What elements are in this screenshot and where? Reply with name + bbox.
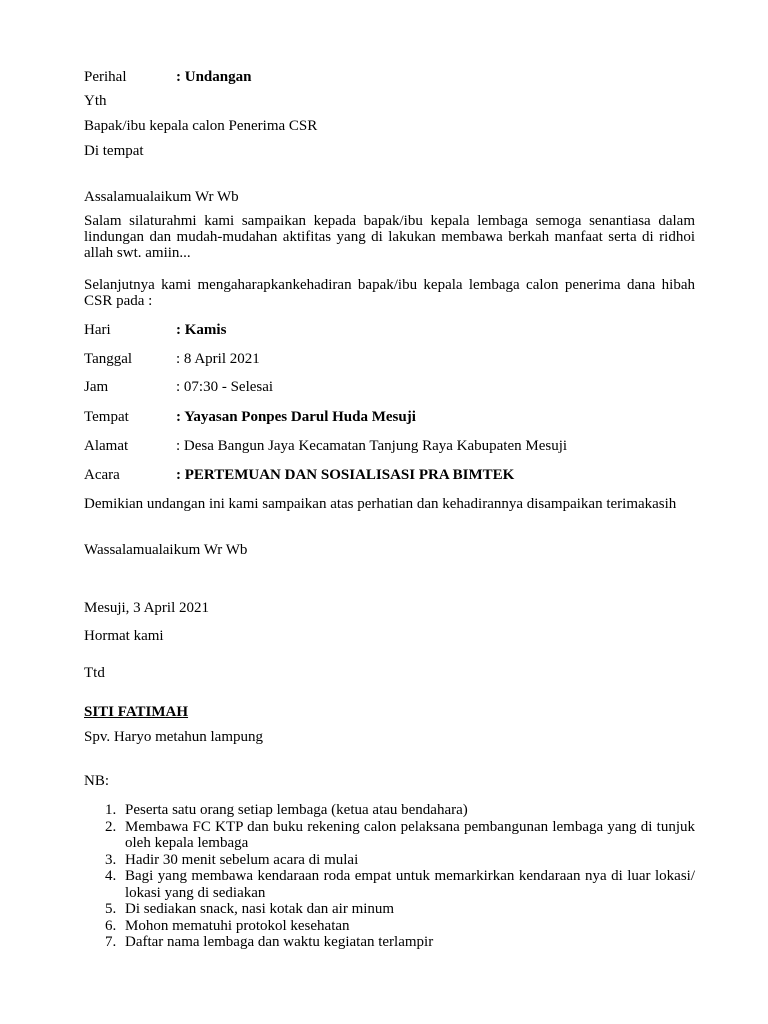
- list-item-number: 5.: [105, 901, 117, 917]
- place-date: Mesuji, 3 April 2021: [84, 600, 210, 616]
- list-item: [84, 819, 695, 852]
- detail-value: : Desa Bangun Jaya Kecamatan Tanjung Raya Kabupaten Mesuji: [176, 438, 568, 454]
- recipient-line: Bapak/ibu kepala calon Penerima CSR: [84, 118, 318, 134]
- list-item-number: 1.: [105, 802, 117, 818]
- notes-label: NB:: [84, 773, 110, 789]
- list-item-number: 6.: [105, 917, 117, 934]
- list-item: [84, 868, 695, 901]
- list-item-text: Mohon mematuhi protokol kesehatan: [125, 917, 350, 934]
- list-item-text: Peserta satu orang setiap lembaga (ketua atau bendahara): [125, 802, 468, 818]
- list-item: [84, 934, 695, 951]
- detail-label: Alamat: [84, 438, 129, 454]
- list-item-number: 3.: [105, 851, 117, 868]
- detail-label: Tempat: [84, 409, 129, 425]
- list-item: [84, 802, 695, 819]
- perihal-label: Perihal: [84, 69, 127, 85]
- list-item-number: 4.: [105, 868, 117, 884]
- list-item-number: 7.: [105, 934, 117, 950]
- opening-paragraph: Salam silaturahmi kami sampaikan kepada bapak/ibu kepala lembaga semoga senantiasa dalam lindungan dan mudah-mudahan aktifitas yang di lakukan membawa berkah manfaat serta di ridhoi allah swt. amiin...: [84, 213, 695, 261]
- detail-row-acara: [84, 467, 695, 483]
- list-item: [84, 901, 695, 918]
- regards-line: Hormat kami: [84, 628, 164, 644]
- list-item-text: Bagi yang membawa kendaraan roda empat untuk memarkirkan kendaraan nya di luar lokasi/ lokasi yang di sediakan: [125, 868, 695, 901]
- list-item-text: Hadir 30 menit sebelum acara di mulai: [125, 851, 359, 868]
- detail-label: Tanggal: [84, 351, 133, 367]
- place-line: Di tempat: [84, 143, 144, 159]
- list-item-text: Di sediakan snack, nasi kotak dan air minum: [125, 901, 395, 917]
- detail-value: : PERTEMUAN DAN SOSIALISASI PRA BIMTEK: [176, 467, 515, 483]
- detail-value: : Kamis: [176, 322, 227, 338]
- detail-row-tempat: [84, 409, 695, 425]
- detail-value: : 8 April 2021: [176, 351, 260, 367]
- invitation-paragraph: Selanjutnya kami mengaharapkankehadiran bapak/ibu kepala lembaga calon penerima dana hibah CSR pada :: [84, 277, 695, 309]
- list-item-text: Daftar nama lembaga dan waktu kegiatan terlampir: [125, 934, 434, 950]
- list-item-number: 2.: [105, 818, 117, 835]
- list-item: [84, 918, 695, 935]
- detail-row-hari: [84, 322, 695, 338]
- detail-row-tanggal: [84, 351, 695, 367]
- list-item: [84, 852, 695, 869]
- perihal-row: [84, 69, 695, 85]
- closing-paragraph: Demikian undangan ini kami sampaikan atas perhatian dan kehadirannya disampaikan terimakasih: [84, 496, 677, 512]
- detail-row-alamat: [84, 438, 695, 454]
- closing-salam: Wassalamualaikum Wr Wb: [84, 542, 248, 558]
- notes-list: [84, 802, 695, 951]
- detail-label: Jam: [84, 379, 109, 395]
- detail-label: Hari: [84, 322, 111, 338]
- greeting: Assalamualaikum Wr Wb: [84, 189, 239, 205]
- perihal-value: : Undangan: [176, 69, 252, 85]
- detail-label: Acara: [84, 467, 120, 483]
- signer-title: Spv. Haryo metahun lampung: [84, 729, 263, 745]
- yth-line: Yth: [84, 93, 107, 109]
- list-item-text: Membawa FC KTP dan buku rekening calon pelaksana pembangunan lembaga yang di tunjuk oleh kepala lembaga: [125, 818, 695, 851]
- detail-row-jam: [84, 379, 695, 395]
- signer-name: SITI FATIMAH: [84, 704, 189, 720]
- signature-ttd: Ttd: [84, 665, 105, 681]
- detail-value: : 07:30 - Selesai: [176, 379, 274, 395]
- detail-value: : Yayasan Ponpes Darul Huda Mesuji: [176, 409, 416, 425]
